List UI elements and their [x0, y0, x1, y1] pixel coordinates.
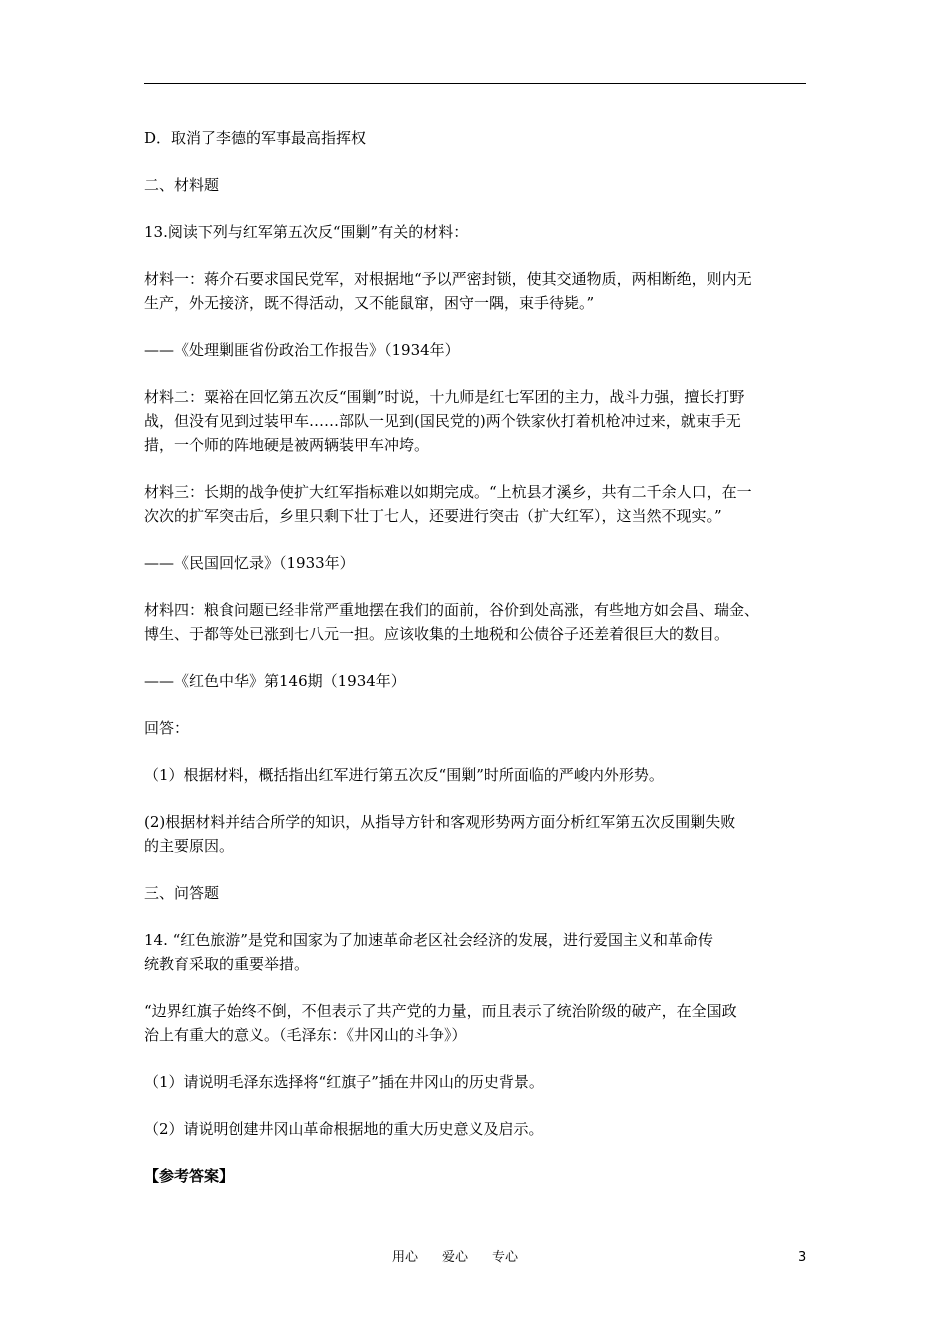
reference-answer-heading: 【参考答案】	[144, 1167, 235, 1185]
material-1	[144, 267, 808, 315]
footer-motto	[392, 1249, 552, 1267]
question-13-2-line-2: 的主要原因。	[144, 837, 235, 855]
material-2-line-1: 材料二：粟裕在回忆第五次反“围剿”时说，十九师是红七军团的主力，战斗力强，擅长打野	[144, 388, 745, 406]
mao-quote-line-2: 治上有重大的意义。（毛泽东：《井冈山的斗争》）	[144, 1026, 467, 1044]
material-2-line-2: 战，但没有见到过装甲车……部队一见到(国民党的)两个铁家伙打着机枪冲过来，就束手无	[144, 412, 741, 430]
document-body	[144, 126, 808, 1211]
material-3-line-1: 材料三：长期的战争使扩大红军指标难以如期完成。“上杭县才溪乡，共有二千余人口，在一	[144, 483, 752, 501]
material-1-line-2: 生产，外无接济，既不得活动，又不能鼠窜，困守一隅，束手待毙。”	[144, 294, 595, 312]
page-number: 3	[798, 1250, 807, 1265]
option-d: D．取消了李德的军事最高指挥权	[144, 129, 367, 147]
answer-prompt: 回答：	[144, 719, 190, 737]
material-4-line-1: 材料四：粮食问题已经非常严重地摆在我们的面前，谷价到处高涨，有些地方如会昌、瑞金、	[144, 601, 760, 619]
question-14-line-2: 统教育采取的重要举措。	[144, 955, 310, 973]
section-3-title: 三、问答题	[144, 884, 220, 902]
footer-motto-2: 爱心	[442, 1250, 469, 1265]
mao-quote-line-1: “边界红旗子始终不倒，不但表示了共产党的力量，而且表示了统治阶级的破产，在全国政	[144, 1002, 737, 1020]
material-4-line-2: 博生、于都等处已涨到七八元一担。应该收集的土地税和公债谷子还差着很巨大的数目。	[144, 625, 730, 643]
question-13-2-line-1: (2)根据材料并结合所学的知识，从指导方针和客观形势两方面分析红军第五次反围剿失败	[144, 813, 736, 831]
material-1-line-1: 材料一：蒋介石要求国民党军，对根据地“予以严密封锁，使其交通物质，两相断绝，则内无	[144, 270, 752, 288]
material-1-source: ——《处理剿匪省份政治工作报告》（1934年）	[144, 341, 460, 359]
material-3-source: ——《民国回忆录》（1933年）	[144, 554, 355, 572]
footer-motto-1: 用心	[392, 1250, 419, 1265]
material-4-source: ——《红色中华》第146期（1934年）	[144, 672, 406, 690]
material-2-line-3: 措，一个师的阵地硬是被两辆装甲车冲垮。	[144, 436, 430, 454]
section-2-title: 二、材料题	[144, 176, 220, 194]
question-13-2	[144, 810, 808, 858]
question-14-line-1: 14. “红色旅游”是党和国家为了加速革命老区社会经济的发展，进行爱国主义和革命传	[144, 931, 713, 949]
material-4	[144, 598, 808, 646]
question-13-stem: 13.阅读下列与红军第五次反“围剿”有关的材料：	[144, 223, 469, 241]
mao-quote	[144, 999, 808, 1047]
material-3-line-2: 次次的扩军突击后，乡里只剩下壮丁七人，还要进行突击（扩大红军），这当然不现实。”	[144, 507, 722, 525]
question-14-2: （2）请说明创建井冈山革命根据地的重大历史意义及启示。	[144, 1120, 544, 1138]
question-14-1: （1）请说明毛泽东选择将“红旗子”插在井冈山的历史背景。	[144, 1073, 544, 1091]
question-13-1: （1）根据材料，概括指出红军进行第五次反“围剿”时所面临的严峻内外形势。	[144, 766, 664, 784]
material-3	[144, 480, 808, 528]
material-2	[144, 385, 808, 457]
header-rule	[144, 83, 806, 84]
footer-motto-3: 专心	[492, 1250, 519, 1265]
question-14-stem	[144, 928, 808, 976]
